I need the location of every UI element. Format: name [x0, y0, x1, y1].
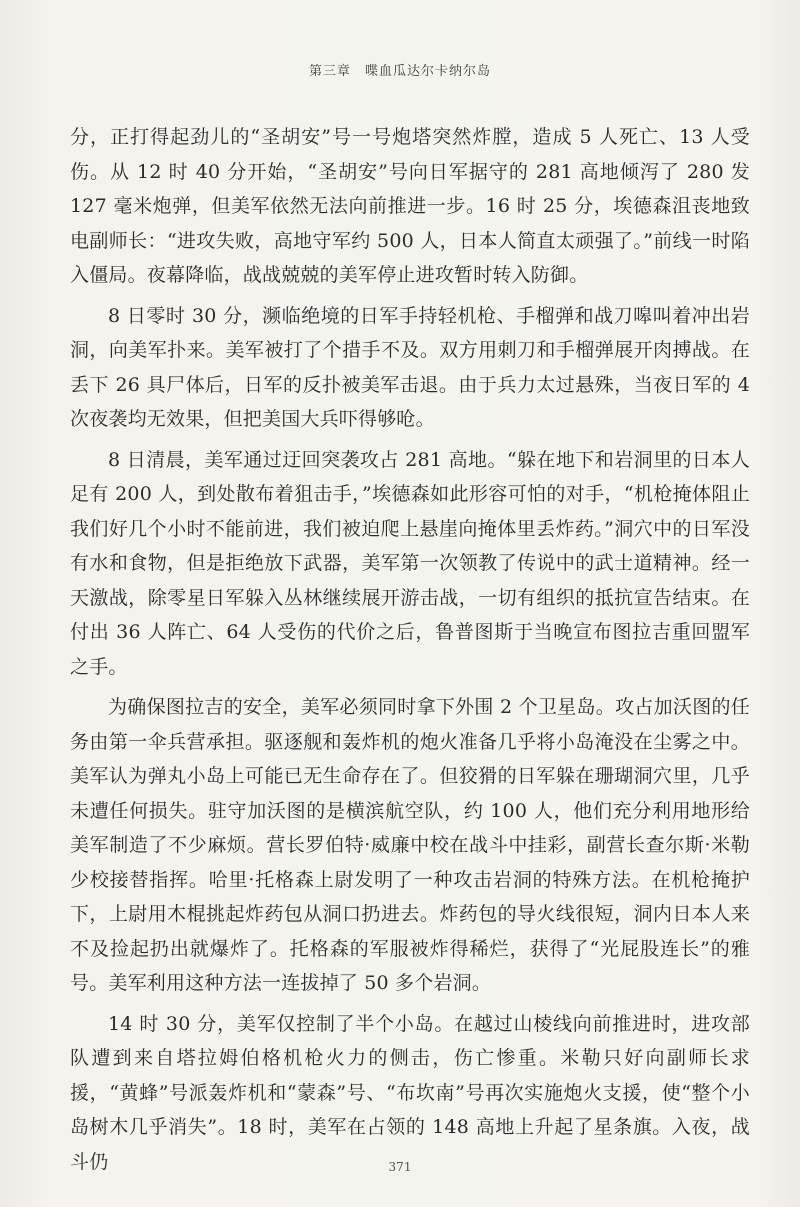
body-text: [70, 120, 750, 1185]
page-number: 371: [388, 1160, 412, 1174]
paragraph-4: 为确保图拉吉的安全，美军必须同时拿下外围 2 个卫星岛。攻占加沃图的任务由第一伞兵营承担。驱逐舰和轰炸机的炮火准备几乎将小岛淹没在尘雾之中。美军认为弹丸小岛上可能已无生命存在了。但狡猾的日军躲在珊瑚洞穴里，几乎未遭任何损失。驻守加沃图的是横滨航空队，约 100 人，他们充分利用地形给美军制造了不少麻烦。营长罗伯特·威廉中校在战斗中挂彩，副营长查尔斯·米勒少校接替指挥。哈里·托格森上尉发明了一种攻击岩洞的特殊方法。在机枪掩护下，上尉用木棍挑起炸药包从洞口扔进去。炸药包的导火线很短，洞内日本人来不及捡起扔出就爆炸了。托格森的军服被炸得稀烂，获得了“光屁股连长”的雅号。美军利用这种方法一连拔掉了 50 多个岩洞。: [70, 696, 750, 994]
running-head: 第三章 喋血瓜达尔卡纳尔岛: [308, 64, 491, 79]
paragraph-3: 8 日清晨，美军通过迂回突袭攻占 281 高地。“躲在地下和岩洞里的日本人足有 200 人，到处散布着狙击手，”埃德森如此形容可怕的对手，“机枪掩体阻止我们好几个小时不能前进，我们被迫爬上悬崖向掩体里丢炸药。”洞穴中的日军没有水和食物，但是拒绝放下武器，美军第一次领教了传说中的武士道精神。经一天激战，除零星日军躲入丛林继续展开游击战，一切有组织的抵抗宣告结束。在付出 36 人阵亡、64 人受伤的代价之后，鲁普图斯于当晚宣布图拉吉重回盟军之手。: [70, 448, 750, 678]
paragraph-5: 14 时 30 分，美军仅控制了半个小岛。在越过山棱线向前推进时，进攻部队遭到来自塔拉姆伯格机枪火力的侧击，伤亡惨重。米勒只好向副师长求援，“黄蜂”号派轰炸机和“蒙森”号、“布坎南”号再次实施炮火支援，使“整个小岛树木几乎消失”。18 时，美军在占领的 148 高地上升起了星条旗。入夜，战斗仍: [70, 1012, 750, 1173]
paragraph-2: 8 日零时 30 分，濒临绝境的日军手持轻机枪、手榴弹和战刀嗥叫着冲出岩洞，向美军扑来。美军被打了个措手不及。双方用刺刀和手榴弹展开肉搏战。在丢下 26 具尸体后，日军的反扑被美军击退。由于兵力太过悬殊，当夜日军的 4 次夜袭均无效果，但把美国大兵吓得够呛。: [70, 304, 750, 430]
paragraph-1: 分，正打得起劲儿的“圣胡安”号一号炮塔突然炸膛，造成 5 人死亡、13 人受伤。从 12 时 40 分开始，“圣胡安”号向日军据守的 281 高地倾泻了 280 发 127 毫米炮弹，但美军依然无法向前推进一步。16 时 25 分，埃德森沮丧地致电副师长：“进攻失败，高地守军约 500 人，日本人简直太顽强了。”前线一时陷入僵局。夜幕降临，战战兢兢的美军停止进攻暂时转入防御。: [70, 126, 750, 286]
